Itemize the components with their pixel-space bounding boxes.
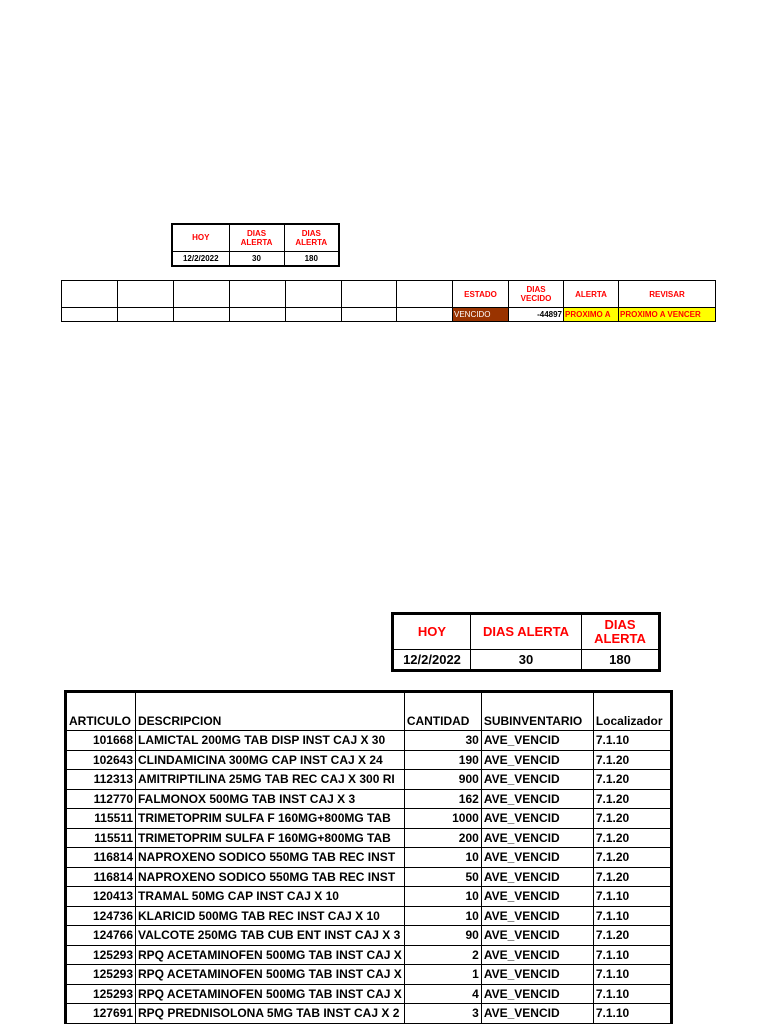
value-hoy[interactable]: 12/2/2022: [393, 650, 471, 671]
empty-cell[interactable]: [397, 281, 453, 308]
subinventario-cell[interactable]: AVE_VENCID: [481, 809, 593, 829]
localizador-cell[interactable]: 7.1.20: [593, 848, 671, 868]
articulo-cell[interactable]: 115511: [66, 828, 136, 848]
articulo-cell[interactable]: 125293: [66, 965, 136, 985]
cantidad-cell[interactable]: 2: [404, 945, 481, 965]
descripcion-cell[interactable]: CLINDAMICINA 300MG CAP INST CAJ X 24: [136, 750, 405, 770]
cantidad-cell[interactable]: 190: [404, 750, 481, 770]
empty-cell[interactable]: [62, 308, 118, 322]
empty-cell[interactable]: [118, 308, 174, 322]
articulo-cell[interactable]: 112770: [66, 789, 136, 809]
articulo-cell[interactable]: 115511: [66, 809, 136, 829]
table-row: [66, 789, 672, 809]
empty-cell[interactable]: [286, 308, 342, 322]
subinventario-cell[interactable]: AVE_VENCID: [481, 731, 593, 751]
top-summary-table: [171, 223, 340, 267]
localizador-cell[interactable]: 7.1.10: [593, 906, 671, 926]
subinventario-cell[interactable]: AVE_VENCID: [481, 965, 593, 985]
main-summary-table: [391, 612, 661, 672]
empty-cell[interactable]: [174, 281, 230, 308]
articulo-cell[interactable]: 124766: [66, 926, 136, 946]
header-dias-alerta-2: DIAS ALERTA: [582, 614, 660, 650]
subinventario-cell[interactable]: AVE_VENCID: [481, 926, 593, 946]
table-row: [66, 848, 672, 868]
subinventario-cell[interactable]: AVE_VENCID: [481, 867, 593, 887]
header-dias-alerta-1: DIAS ALERTA: [471, 614, 582, 650]
table-row: [66, 770, 672, 790]
table-row: [66, 926, 672, 946]
localizador-cell[interactable]: 7.1.10: [593, 887, 671, 907]
descripcion-cell[interactable]: LAMICTAL 200MG TAB DISP INST CAJ X 30: [136, 731, 405, 751]
table-row: [66, 867, 672, 887]
empty-cell[interactable]: [342, 281, 397, 308]
descripcion-cell[interactable]: NAPROXENO SODICO 550MG TAB REC INST: [136, 848, 405, 868]
inventory-table: [64, 690, 673, 1024]
value-dias-alerta-1[interactable]: 30: [229, 251, 284, 266]
value-dias-alerta-2[interactable]: 180: [284, 251, 339, 266]
articulo-cell[interactable]: 102643: [66, 750, 136, 770]
descripcion-cell[interactable]: AMITRIPTILINA 25MG TAB REC CAJ X 300 RI: [136, 770, 405, 790]
table-row: [66, 906, 672, 926]
subinventario-cell[interactable]: AVE_VENCID: [481, 750, 593, 770]
articulo-cell[interactable]: 124736: [66, 906, 136, 926]
empty-cell[interactable]: [230, 308, 286, 322]
localizador-cell[interactable]: 7.1.20: [593, 828, 671, 848]
table-row: [66, 887, 672, 907]
value-hoy[interactable]: 12/2/2022: [172, 251, 229, 266]
header-cantidad: CANTIDAD: [404, 692, 481, 731]
empty-cell[interactable]: [397, 308, 453, 322]
localizador-cell[interactable]: 7.1.20: [593, 770, 671, 790]
header-descripcion: DESCRIPCION: [136, 692, 405, 731]
header-hoy: HOY: [172, 224, 229, 251]
subinventario-cell[interactable]: AVE_VENCID: [481, 1004, 593, 1024]
articulo-cell[interactable]: 116814: [66, 867, 136, 887]
status-table: [61, 280, 716, 322]
subinventario-cell[interactable]: AVE_VENCID: [481, 887, 593, 907]
articulo-cell[interactable]: 125293: [66, 945, 136, 965]
value-dias-alerta-2[interactable]: 180: [582, 650, 660, 671]
estado-cell[interactable]: VENCIDO: [453, 308, 509, 322]
empty-cell[interactable]: [342, 308, 397, 322]
descripcion-cell[interactable]: TRIMETOPRIM SULFA F 160MG+800MG TAB: [136, 809, 405, 829]
descripcion-cell[interactable]: RPQ ACETAMINOFEN 500MG TAB INST CAJ X: [136, 945, 405, 965]
descripcion-cell[interactable]: RPQ ACETAMINOFEN 500MG TAB INST CAJ X: [136, 965, 405, 985]
inventory-body: [66, 731, 672, 1024]
articulo-cell[interactable]: 101668: [66, 731, 136, 751]
subinventario-cell[interactable]: AVE_VENCID: [481, 828, 593, 848]
localizador-cell[interactable]: 7.1.10: [593, 945, 671, 965]
cantidad-cell[interactable]: 1000: [404, 809, 481, 829]
header-articulo: ARTICULO: [66, 692, 136, 731]
articulo-cell[interactable]: 112313: [66, 770, 136, 790]
articulo-cell[interactable]: 125293: [66, 984, 136, 1004]
header-alerta: ALERTA: [564, 281, 619, 308]
cantidad-cell[interactable]: 1: [404, 965, 481, 985]
subinventario-cell[interactable]: AVE_VENCID: [481, 848, 593, 868]
subinventario-cell[interactable]: AVE_VENCID: [481, 945, 593, 965]
cantidad-cell[interactable]: 162: [404, 789, 481, 809]
localizador-cell[interactable]: 7.1.20: [593, 809, 671, 829]
descripcion-cell[interactable]: NAPROXENO SODICO 550MG TAB REC INST: [136, 867, 405, 887]
table-row: [66, 731, 672, 751]
cantidad-cell[interactable]: 3: [404, 1004, 481, 1024]
localizador-cell[interactable]: 7.1.10: [593, 984, 671, 1004]
descripcion-cell[interactable]: VALCOTE 250MG TAB CUB ENT INST CAJ X 3: [136, 926, 405, 946]
empty-cell[interactable]: [286, 281, 342, 308]
table-row: [66, 809, 672, 829]
cantidad-cell[interactable]: 10: [404, 887, 481, 907]
cantidad-cell[interactable]: 90: [404, 926, 481, 946]
articulo-cell[interactable]: 127691: [66, 1004, 136, 1024]
header-dias-vecido: DIAS VECIDO: [509, 281, 564, 308]
descripcion-cell[interactable]: RPQ ACETAMINOFEN 500MG TAB INST CAJ X: [136, 984, 405, 1004]
descripcion-cell[interactable]: RPQ PREDNISOLONA 5MG TAB INST CAJ X 2: [136, 1004, 405, 1024]
dias-vecido-cell[interactable]: -44897: [509, 308, 564, 322]
empty-cell[interactable]: [118, 281, 174, 308]
revisar-cell[interactable]: PROXIMO A VENCER: [619, 308, 716, 322]
header-dias-alerta-1: DIAS ALERTA: [229, 224, 284, 251]
articulo-cell[interactable]: 116814: [66, 848, 136, 868]
empty-cell[interactable]: [174, 308, 230, 322]
cantidad-cell[interactable]: 10: [404, 848, 481, 868]
cantidad-cell[interactable]: 30: [404, 731, 481, 751]
localizador-cell[interactable]: 7.1.10: [593, 965, 671, 985]
cantidad-cell[interactable]: 10: [404, 906, 481, 926]
header-dias-alerta-2: DIAS ALERTA: [284, 224, 339, 251]
table-row: [66, 1004, 672, 1024]
table-row: [66, 965, 672, 985]
subinventario-cell[interactable]: AVE_VENCID: [481, 789, 593, 809]
header-subinventario: SUBINVENTARIO: [481, 692, 593, 731]
localizador-cell[interactable]: 7.1.20: [593, 867, 671, 887]
descripcion-cell[interactable]: TRIMETOPRIM SULFA F 160MG+800MG TAB: [136, 828, 405, 848]
descripcion-cell[interactable]: FALMONOX 500MG TAB INST CAJ X 3: [136, 789, 405, 809]
localizador-cell[interactable]: 7.1.10: [593, 731, 671, 751]
localizador-cell[interactable]: 7.1.20: [593, 789, 671, 809]
cantidad-cell[interactable]: 4: [404, 984, 481, 1004]
cantidad-cell[interactable]: 200: [404, 828, 481, 848]
subinventario-cell[interactable]: AVE_VENCID: [481, 770, 593, 790]
alerta-cell[interactable]: PROXIMO A: [564, 308, 619, 322]
cantidad-cell[interactable]: 900: [404, 770, 481, 790]
header-revisar: REVISAR: [619, 281, 716, 308]
localizador-cell[interactable]: 7.1.20: [593, 750, 671, 770]
subinventario-cell[interactable]: AVE_VENCID: [481, 984, 593, 1004]
subinventario-cell[interactable]: AVE_VENCID: [481, 906, 593, 926]
header-estado: ESTADO: [453, 281, 509, 308]
descripcion-cell[interactable]: KLARICID 500MG TAB REC INST CAJ X 10: [136, 906, 405, 926]
value-dias-alerta-1[interactable]: 30: [471, 650, 582, 671]
header-localizador: Localizador: [593, 692, 671, 731]
descripcion-cell[interactable]: TRAMAL 50MG CAP INST CAJ X 10: [136, 887, 405, 907]
empty-cell[interactable]: [230, 281, 286, 308]
table-row: [66, 984, 672, 1004]
table-row: [66, 945, 672, 965]
header-hoy: HOY: [393, 614, 471, 650]
localizador-cell[interactable]: 7.1.10: [593, 1004, 671, 1024]
table-row: [66, 828, 672, 848]
cantidad-cell[interactable]: 50: [404, 867, 481, 887]
empty-cell[interactable]: [62, 281, 118, 308]
articulo-cell[interactable]: 120413: [66, 887, 136, 907]
localizador-cell[interactable]: 7.1.20: [593, 926, 671, 946]
table-row: [66, 750, 672, 770]
